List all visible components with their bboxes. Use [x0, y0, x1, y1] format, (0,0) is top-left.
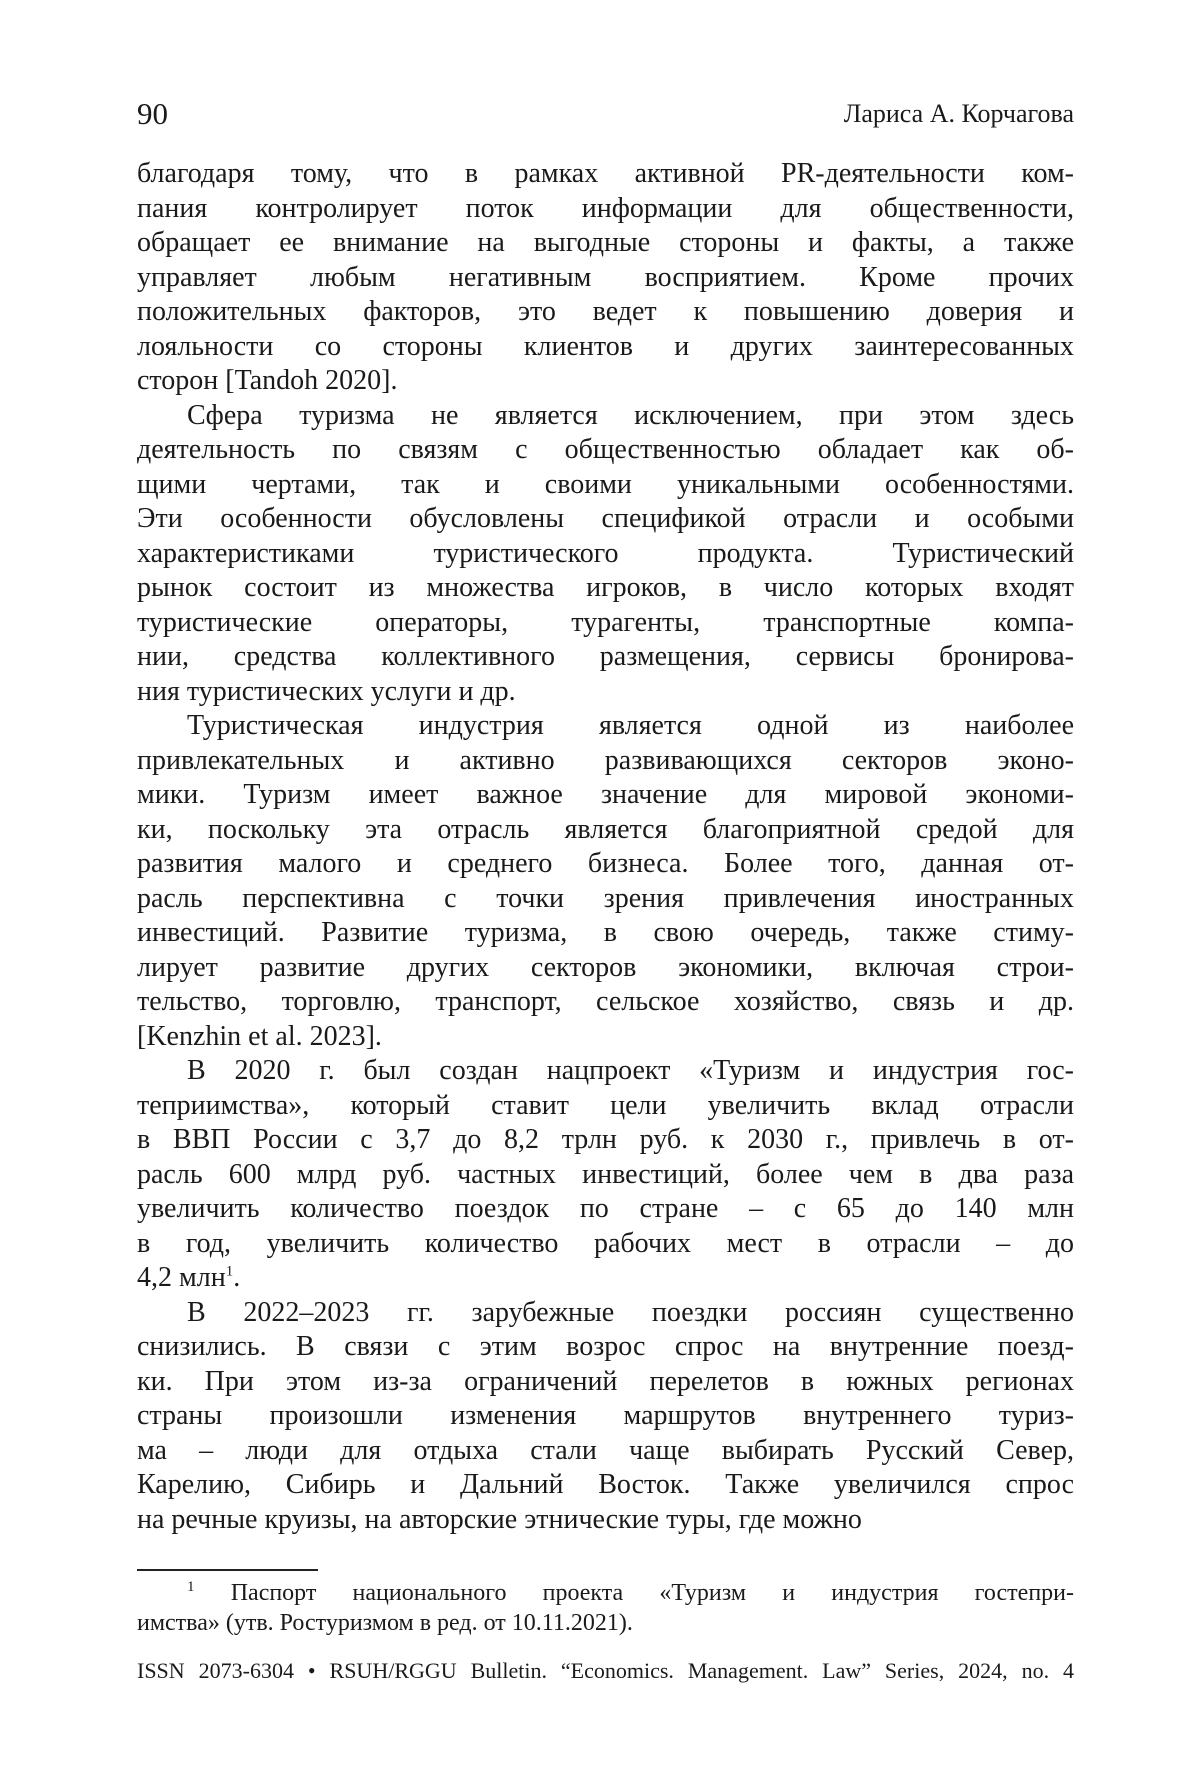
text-line: пания контролирует поток информации для общественности, — [137, 192, 1074, 224]
text-line: туристические операторы, турагенты, транспортные компа- — [137, 606, 1074, 638]
text-line: Карелию, Сибирь и Дальний Восток. Также увеличился спрос — [137, 1469, 1074, 1500]
text-line: положительных факторов, это ведет к повышению доверия и — [137, 296, 1074, 327]
text-line: управляет любым негативным восприятием. Кроме прочих — [137, 261, 1074, 293]
text-line: ки. При этом из-за ограничений перелетов в южных регионах — [137, 1365, 1074, 1397]
text-line: щими чертами, так и своими уникальными особенностями. — [137, 468, 1074, 500]
text-line: Эти особенности обусловлены спецификой отрасли и особыми — [137, 503, 1074, 534]
paragraph — [137, 399, 1074, 710]
article-body — [137, 157, 1074, 1537]
page-number: 90 — [137, 96, 168, 131]
text-line: в ВВП России с 3,7 до 8,2 трлн руб. к 2030 г., привлечь в от- — [137, 1124, 1074, 1155]
text: 4,2 млн — [137, 1262, 226, 1293]
footnote-reference[interactable]: 1 — [225, 1263, 234, 1280]
paragraph — [137, 1054, 1074, 1296]
footnote-line — [137, 1578, 1074, 1608]
text-line: характеристиками туристического продукта. Туристический — [137, 537, 1074, 569]
footnote-separator — [137, 1569, 318, 1571]
text-line: ния туристических услуги и др. — [137, 675, 516, 707]
text-line: сторон [Tandoh 2020]. — [137, 365, 398, 396]
footnote — [137, 1578, 1074, 1638]
text-line: благодаря тому, что в рамках активной PR-деятельности ком- — [137, 158, 1074, 189]
footnote-text: Паспорт национального проекта «Туризм и индустрия гостепри- — [230, 1580, 1075, 1606]
text-line: лирует развитие других секторов экономики, включая строи- — [137, 951, 1074, 983]
text-line: на речные круизы, на авторские этнические туры, где можно — [137, 1503, 862, 1535]
text-line: В 2022–2023 гг. зарубежные поездки россиян существенно — [187, 1296, 1074, 1328]
paragraph — [137, 1296, 1074, 1538]
text-line: теприимства», который ставит цели увеличить вклад отрасли — [137, 1089, 1074, 1121]
text-line: лояльности со стороны клиентов и других заинтересованных — [137, 330, 1074, 362]
text-line: расль 600 млрд руб. частных инвестиций, более чем в два раза — [137, 1158, 1074, 1190]
text-line: ма – люди для отдыха стали чаще выбирать Русский Север, — [137, 1434, 1074, 1466]
paragraph — [137, 157, 1074, 399]
running-head-author: Лариса А. Корчагова — [843, 99, 1074, 128]
text: . — [233, 1262, 241, 1293]
text-line: Туристическая индустрия является одной из наиболее — [187, 710, 1074, 741]
text-line: обращает ее внимание на выгодные стороны и факты, а также — [137, 227, 1074, 258]
text-line: расль перспективна с точки зрения привлечения иностранных — [137, 882, 1074, 914]
text-line: мики. Туризм имеет важное значение для мировой экономи- — [137, 779, 1074, 810]
text-line: в год, увеличить количество рабочих мест в отрасли – до — [137, 1227, 1074, 1259]
text-line: деятельность по связям с общественностью обладает как об- — [137, 434, 1074, 465]
footnote-line: имства» (утв. Ростуризмом в ред. от 10.11.2021). — [137, 1610, 633, 1636]
text-line: увеличить количество поездок по стране – с 65 до 140 млн — [137, 1193, 1074, 1224]
text-line: привлекательных и активно развивающихся секторов эконо- — [137, 744, 1074, 776]
text-line: нии, средства коллективного размещения, сервисы бронирова- — [137, 641, 1074, 672]
text-line: развития малого и среднего бизнеса. Более того, данная от- — [137, 848, 1074, 879]
text-line: страны произошли изменения маршрутов внутреннего туриз- — [137, 1400, 1074, 1431]
text-line — [137, 1261, 1074, 1296]
text-line: ки, поскольку эта отрасль является благоприятной средой для — [137, 813, 1074, 845]
text-line: В 2020 г. был создан нацпроект «Туризм и индустрия гос- — [187, 1055, 1074, 1086]
text-line: рынок состоит из множества игроков, в число которых входят — [137, 572, 1074, 603]
footnote-mark: 1 — [187, 1579, 195, 1595]
paragraph — [137, 709, 1074, 1054]
text-line: Сфера туризма не является исключением, при этом здесь — [187, 399, 1074, 431]
text-line: [Kenzhin et al. 2023]. — [137, 1020, 382, 1052]
text-line: тельство, торговлю, транспорт, сельское хозяйство, связь и др. — [137, 986, 1074, 1017]
text-line: снизились. В связи с этим возрос спрос на внутренние поезд- — [137, 1331, 1074, 1362]
text-line: инвестиций. Развитие туризма, в свою очередь, также стиму- — [137, 917, 1074, 948]
journal-footer: ISSN 2073-6304 • RSUH/RGGU Bulletin. “Economics. Management. Law” Series, 2024, no. 4 — [137, 1658, 1074, 1683]
